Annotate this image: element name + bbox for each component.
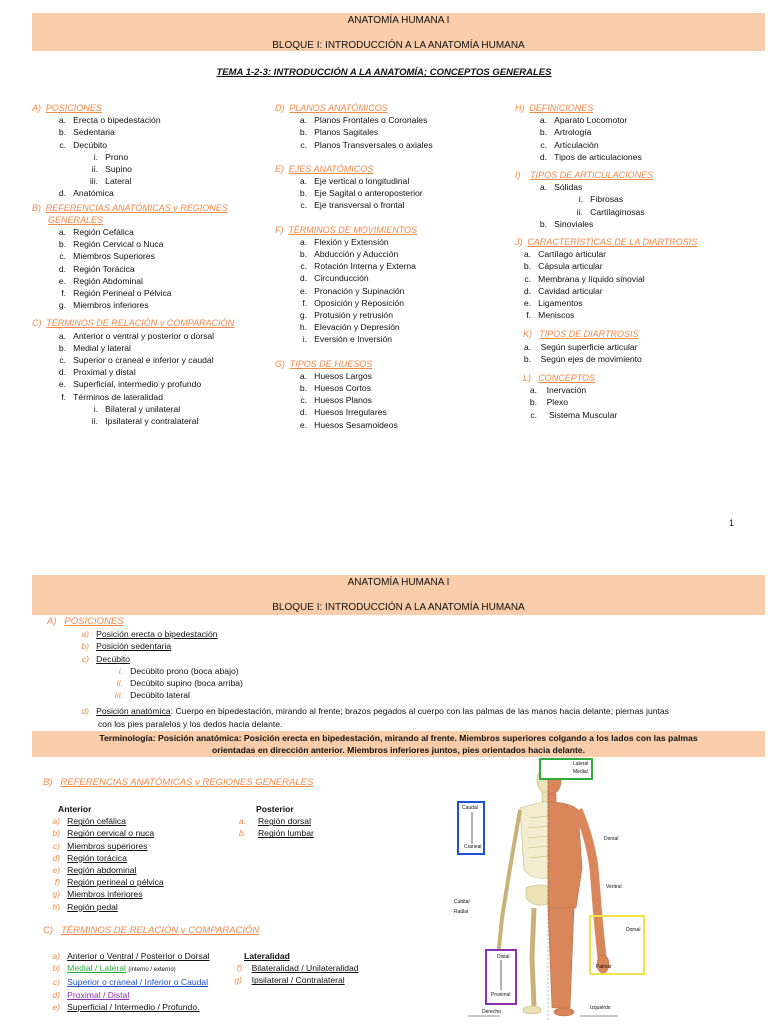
figure-label: Izquierdo [590,1005,611,1011]
list-item: c. Huesos Planos [300,395,372,406]
list-item: i. Fibrosas [578,194,624,205]
list-item: d. Anatómica [58,188,114,199]
anatomy-figure-svg [440,758,665,1024]
figure-label: Derecho [482,1009,501,1015]
list-item: g) Miembros inferiores [52,889,143,900]
list-item: i. Eversión e Inversión [302,334,393,345]
list-item: ii. Supino [91,164,132,175]
list-item: a) Posición erecta o bipedestación [81,629,218,640]
list-item: d. Cavidad articular [523,285,603,296]
list-item: c. Membrana y líquido sinovial [524,273,645,284]
section-title-referencias-2: REFERENCIAS ANATÓMICAS y REGIONES GENERALES [60,777,314,788]
list-item: b. Artrología [539,127,592,138]
list-item: i. Decúbito prono (boca abajo) [118,665,239,676]
figure-label: Caudal [462,805,478,811]
section-title-planos: PLANOS ANATÓMICOS [289,103,388,113]
page1-column-2: D) PLANOS ANATÓMICOS a. Planos Frontales o Coronales b. Planos Sagitales c. Planos Transversales o axiales E) EJES ANATÓMICOS a. Eje vertical o longitudinal b. Eje Sagital o anteroposterior c. Eje transversal o frontal F) TÉRMINOS DE MOVIMIENTOS a. Flexión y Extensión b. Abducción y Aducción c. Rotación Interna y Externa d. Circunducción e. Pronación y Supinación f. Oposición y Reposición g. Protusión y retrusión h. Elevación y Depresión i. Eversión e Inversión G) TIPOS DE HUESOS a. Huesos Largos b. Huesos Cortos c. Huesos Planos d. Huesos Irregulares e. Huesos Sesamoideos [275,102,505,431]
section-letter: A) [32,103,41,113]
anterior-heading: Anterior [58,804,92,814]
page1-topic-title: TEMA 1-2-3: INTRODUCCIÓN A LA ANATOMÍA; CONCEPTOS GENERALES [216,67,552,78]
list-item: d. Proximal y distal [58,367,136,378]
skin-half [548,766,609,1016]
list-item: e. Ligamentos [523,298,583,309]
list-item: a) Región cefálica [52,816,126,827]
posterior-list [232,803,412,840]
figure-label: Palmar [596,964,612,970]
section-title-articulaciones: TIPOS DE ARTICULACIONES [530,170,654,181]
list-item: a. Región Cefálica [58,227,134,238]
laterality-heading: Lateralidad [244,951,290,961]
section-title-diartrosis: CARACTERÍSTICAS DE LA DIARTROSIS [527,237,698,248]
list-item: d) Proximal / Distal [52,989,130,1000]
list-item: a. Huesos Largos [299,370,372,381]
list-item: d) Posición anatómica: Cuerpo en bipedestación, mirando al frente; brazos pegados al cuerpo con las palmas de las manos hacia delante; piernas juntas [81,706,669,717]
list-item: a. Región dorsal [238,816,311,827]
section-title-posiciones: POSICIONES [45,103,102,113]
list-item: c) Decúbito [81,653,131,664]
list-item: a. Según superficie articular [523,341,638,352]
section-title-definiciones: DEFINICIONES [529,103,594,113]
list-item: d. Circunducción [299,273,369,284]
list-item: g. Miembros inferiores [58,300,149,311]
list-item: f) Región perineal o pélvica [54,877,164,888]
list-item: c. Decúbito [59,139,108,150]
figure-label: Cubital [454,899,470,905]
figure-label: Dorsal [604,836,619,842]
page-number: 1 [729,518,735,528]
list-item: i. Prono [93,151,129,162]
list-item: a. Inervación [529,385,587,396]
list-item: a. Erecta o bipedestación [58,115,161,126]
list-item: h) Región pedal [52,901,118,912]
section-title-movimientos: TÉRMINOS DE MOVIMIENTOS [288,224,418,235]
list-item: c) Miembros superiores [52,840,148,851]
figure-label: Lateral [573,761,589,767]
terminology-box: Terminología: Posición anatómica: Posición erecta en bipedestación, mirando al frente. Miembros superiores colgando a los lados con las palmas orientadas en dirección anterior. Miembros inferiores juntos, pies orientados hacia delante. [32,731,765,757]
list-item: h. Elevación y Depresión [299,322,400,333]
section-title-conceptos: CONCEPTOS [538,373,596,384]
page2-header-title: ANATOMÍA HUMANA I [347,577,450,588]
list-item: d) Región torácica [52,852,127,863]
page1-header-band [32,13,765,51]
list-item: b. Sedentaria [58,127,115,138]
list-item: c. Rotación Interna y Externa [300,261,416,272]
list-item: b. Región lumbar [238,828,314,839]
list-item: c. Miembros Superiores [59,251,155,262]
list-item: a. Cartílago articular [523,249,606,260]
list-item: b) Región cervical o nuca [52,828,155,839]
anatomical-position-figure [440,758,665,1024]
list-item: b. Huesos Cortos [299,383,372,394]
page2-posiciones: A) POSICIONES a) Posición erecta o bipedestación b) Posición sedentaria c) Decúbito i. Decúbito prono (boca abajo) ii. Decúbito supino (boca arriba) iii. Decúbito lateral d) Posición anatómica: Cuerpo en bipedestación, mirando al frente; brazos pegados al cuerpo con las palmas de las manos hacia delante; piernas juntas con los pies paralelos y los dedos hacia delante. [47,616,747,730]
list-item: i. Bilateral y unilateral [93,403,181,414]
figure-label: Craneal [464,844,482,850]
list-item: c. Articulación [540,139,599,150]
page1-column-3: H) DEFINICIONES a. Aparato Locomotor b. Artrología c. Articulación d. Tipos de articulaciones I) TIPOS DE ARTICULACIONES a. Sólidas i. Fibrosas ii. Cartilaginosas b. Sinoviales J) CARACTERÍSTICAS DE LA DIARTROSIS a. Cartílago articular b. Cápsula articular c. Membrana y líquido sinovial d. Cavidad articular e. Ligamentos f. Meniscos K) TIPOS DE DIARTROSIS a. Según superficie articular b. Según ejes de movimiento L) CONCEPTOS a. Inervación b. Plexo c. Sistema Muscular [515,102,755,421]
list-item: f) Bilateralidad / Unilateralidad [236,963,359,974]
list-item: c. Superior o craneal e inferior y caudal [59,355,214,366]
list-item: e. Huesos Sesamoideos [299,419,398,430]
list-item: e. Región Abdominal [58,275,143,286]
list-item: f. Oposición y Reposición [302,297,404,308]
figure-label: Ventral [606,884,622,890]
list-item: iii. Decúbito lateral [114,690,190,701]
page1-column-1: A) POSICIONES a. Erecta o bipedestación b. Sedentaria c. Decúbito i. Prono ii. Supino iii. Lateral d. Anatómica B) REFERENCIAS ANATÓMICAS y REGIONES GENERALES a. Región Cefálica b. Región Cervical o Nuca c. Miembros Superiores d. Región Torácica e. Región Abdominal f. Región Perineal o Pélvica g. Miembros inferiores C) TÉRMINOS DE RELACIÓN y COMPARACIÓN a. Anterior o ventral y posterior o dorsal b. Medial y lateral c. Superior o craneal e inferior y caudal d. Proximal y distal e. Superficial, intermedio y profundo f. Términos de lateralidad i. Bilateral y unilateral ii. Ipsilateral y contralateral [32,102,262,427]
list-item: d. Huesos Irregulares [299,407,387,418]
list-item: c. Planos Transversales o axiales [300,139,433,150]
list-item: b. Cápsula articular [523,261,603,272]
laterality-list [232,950,412,987]
page2-header-band [32,575,765,615]
list-item: a. Anterior o ventral y posterior o dorsal [58,330,215,341]
list-item: b) Posición sedentaria [81,641,172,652]
list-item: b. Sinoviales [539,218,594,229]
list-item: f. Meniscos [526,310,575,321]
list-item: g. Protusión y retrusión [299,310,393,321]
list-item: e) Región abdominal [52,865,137,876]
list-item: b) Medial / Lateral (interno / externo) [52,963,176,974]
list-item: a. Flexión y Extensión [299,236,389,247]
section-title-huesos: TIPOS DE HUESOS [289,358,373,369]
list-item: b. Medial y lateral [58,342,131,353]
list-item: b. Eje Sagital o anteroposterior [299,188,423,199]
list-item: a. Sólidas [539,182,583,193]
list-item: b. Plexo [529,397,569,408]
list-item: e. Superficial, intermedio y profundo [58,379,202,390]
list-item: a. Eje vertical o longitudinal [299,176,410,187]
figure-label: Distal [497,954,510,960]
list-item: ii. Cartilaginosas [576,206,645,217]
figure-label: Medial [573,769,588,775]
list-item: c. Eje transversal o frontal [300,200,405,211]
relation-terms-list [32,950,247,1013]
page1-header-title: ANATOMÍA HUMANA I [347,15,450,26]
list-item: a. Planos Frontales o Coronales [299,115,428,126]
figure-label: Radial [454,909,469,915]
list-item: c. Sistema Muscular [530,409,618,420]
section-title-ejes: EJES ANATÓMICOS [288,163,374,174]
list-item: b. Planos Sagitales [299,127,379,138]
figure-label: Dorsal [626,927,641,933]
list-item: e. Pronación y Supinación [299,285,405,296]
list-item: f. Términos de lateralidad [61,391,163,402]
list-item: ii. Ipsilateral y contralateral [91,416,199,427]
list-item: c) Superior o craneal / Inferior o Caudal [52,977,209,988]
list-item: b. Abducción y Aducción [299,249,399,260]
list-item: e) Superficial / Intermedio / Profundo. [52,1001,200,1012]
section-title-tipos-diartrosis: TIPOS DE DIARTROSIS [539,329,639,340]
list-item: iii. Lateral [89,176,132,187]
section-title-posiciones-2: POSICIONES [64,616,124,627]
figure-label: Proximal [491,992,511,998]
list-item: a) Anterior o Ventral / Posterior o Dorsal [52,951,210,961]
section-title-terminos-2: TÉRMINOS DE RELACIÓN y COMPARACIÓN [60,925,260,936]
anterior-list [32,803,242,913]
section-title-terminos-relacion: TÉRMINOS DE RELACIÓN y COMPARACIÓN [46,318,235,329]
page2-header-subtitle: BLOQUE I: INTRODUCCIÓN A LA ANATOMÍA HUMANA [272,602,525,613]
list-item: d. Región Torácica [58,263,135,274]
list-item: d. Tipos de articulaciones [539,151,642,162]
list-item: g) Ipsilateral / Contralateral [234,975,345,986]
list-item: b. Región Cervical o Nuca [58,239,164,250]
list-item: ii. Decúbito supino (boca arriba) [116,678,243,689]
list-item: f. Región Perineal o Pélvica [61,288,172,299]
posterior-heading: Posterior [256,804,294,814]
list-item: a. Aparato Locomotor [539,115,628,126]
page1-header-subtitle: BLOQUE I: INTRODUCCIÓN A LA ANATOMÍA HUMANA [272,40,525,51]
list-item: b. Según ejes de movimiento [523,353,642,364]
section-title-referencias: REFERENCIAS ANATÓMICAS y REGIONES [45,202,228,213]
